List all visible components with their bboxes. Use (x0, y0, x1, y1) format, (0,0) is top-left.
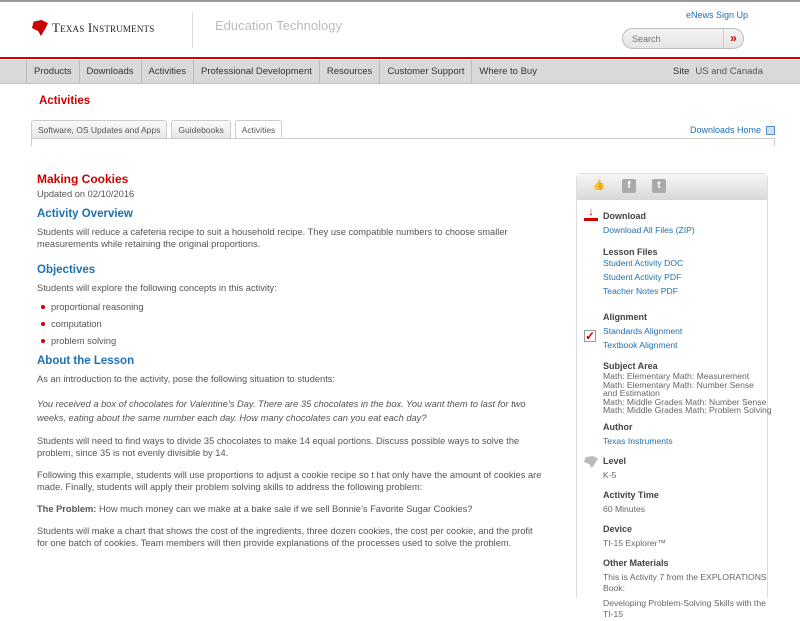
materials-text: Developing Problem-Solving Skills with the TI-15 (603, 597, 766, 619)
ti-logo[interactable] (32, 20, 154, 36)
main-content (37, 172, 542, 559)
header-divider (192, 12, 193, 48)
tab-activities[interactable]: Activities (235, 120, 283, 139)
level-heading: Level (603, 455, 627, 466)
page-heading: Activities (39, 95, 91, 107)
overview-text: Students will reduce a cafeteria recipe to suit a household recipe. They use compatible numbers to choose smaller measurements while retaining the original proportions. (37, 227, 508, 249)
site-value: US and Canada (695, 66, 763, 77)
about-heading: About the Lesson (37, 355, 135, 367)
scenario-text: You received a box of chocolates for Valentine’s Day. There are 35 chocolates in the box. You want them to last for two weeks, eating about the same number each day. How many chocolates can you eat each day? (37, 399, 526, 423)
activity-time-value: 60 Minutes (603, 503, 646, 514)
subject-item: Math: Middle Grades Math: Number Sense (603, 396, 767, 407)
about-intro: As an introduction to the activity, pose the following situation to students: (37, 374, 336, 384)
downloads-home-label: Downloads Home (690, 125, 762, 135)
twitter-icon[interactable]: t (652, 179, 666, 193)
about-paragraph: Students will make a chart that shows the cost of the ingredients, three dozen cookies, the cost per cookie, and the profit for one batch of cookies. Team members will then provide explanations of the processes used to solve the problem. (37, 526, 533, 548)
author-link[interactable]: Texas Instruments (603, 435, 673, 446)
overview-heading: Activity Overview (37, 208, 133, 220)
subject-list (603, 371, 772, 415)
tab-guidebooks[interactable]: Guidebooks (171, 120, 230, 138)
facebook-icon[interactable]: f (622, 179, 636, 193)
like-icon[interactable]: 👍 (592, 180, 606, 191)
download-heading: Download (603, 211, 646, 221)
objectives-heading: Objectives (37, 264, 96, 276)
nav-customer-support[interactable]: Customer Support (380, 60, 472, 83)
other-materials-heading: Other Materials (603, 557, 669, 568)
brand-name: Texas Instruments (52, 20, 155, 35)
materials-text: This is Activity 7 from the EXPLORATIONS Book: (603, 571, 767, 593)
tab-divider-right (774, 138, 775, 146)
sidebar (576, 173, 772, 619)
tab-software[interactable]: Software, OS Updates and Apps (31, 120, 167, 138)
nav-professional-development[interactable]: Professional Development (194, 60, 320, 83)
about-paragraph: Following this example, students will use proportions to adjust a cookie recipe so t hat only have the amount of cookies are made. Finally, students will apply their problem solving skills to address the following problem: (37, 470, 542, 492)
student-activity-doc-link[interactable]: Student Activity DOC (603, 258, 684, 268)
problem-text: How much money can we make at a bake sale if we sell Bonnie’s Favorite Sugar Cookies? (96, 504, 473, 514)
tab-divider (31, 138, 775, 139)
device-heading: Device (603, 523, 633, 534)
search-go-button[interactable]: » (723, 29, 743, 48)
objectives-intro: Students will explore the following concepts in this activity: (37, 283, 277, 293)
top-border (0, 0, 800, 2)
site-selector[interactable] (673, 66, 763, 77)
student-activity-pdf-link[interactable]: Student Activity PDF (603, 272, 682, 282)
standards-alignment-link[interactable]: Standards Alignment (603, 326, 683, 336)
section-title: Education Technology (215, 18, 342, 33)
nav-products[interactable]: Products (26, 60, 80, 83)
home-icon (766, 126, 775, 135)
search-input[interactable] (623, 29, 723, 48)
ti-logo-icon (32, 20, 48, 36)
ti-author-icon (584, 456, 598, 468)
textbook-alignment-link[interactable]: Textbook Alignment (603, 340, 678, 350)
downloads-home-link[interactable] (690, 125, 775, 135)
lesson-files-heading: Lesson Files (603, 247, 658, 257)
level-value: K-5 (603, 469, 617, 480)
enews-signup-link[interactable]: eNews Sign Up (686, 10, 749, 20)
download-all-link[interactable]: Download All Files (ZIP) (603, 225, 695, 235)
checkbox-icon: ✓ (585, 329, 596, 343)
objectives-list (37, 301, 542, 347)
social-bar (577, 174, 767, 200)
subject-item: Math: Elementary Math: Measurement (603, 371, 750, 381)
teacher-notes-pdf-link[interactable]: Teacher Notes PDF (603, 286, 678, 296)
subject-item: Math: Elementary Math: Number Sense and Estimation (603, 379, 754, 398)
nav-downloads[interactable]: Downloads (80, 60, 142, 83)
about-paragraph: Students will need to find ways to divide 35 chocolates to make 14 equal portions. Discuss possible ways to solve the problem, since 35 is not evenly divisible by 14. (37, 436, 520, 458)
problem-paragraph (37, 503, 542, 515)
updated-date: Updated on 02/10/2016 (37, 189, 135, 199)
nav-activities[interactable]: Activities (142, 60, 194, 83)
subject-item: Math: Middle Grades Math: Problem Solving (603, 405, 772, 415)
nav-where-to-buy[interactable]: Where to Buy (479, 66, 537, 77)
red-divider (0, 57, 800, 59)
activity-title: Making Cookies (37, 172, 129, 186)
activity-time-heading: Activity Time (603, 489, 659, 500)
list-item: proportional reasoning (37, 301, 542, 313)
device-value: TI-15 Explorer™ (603, 537, 667, 548)
subject-area-heading: Subject Area (603, 361, 658, 371)
list-item: problem solving (37, 335, 542, 347)
list-item: computation (37, 318, 542, 330)
tab-divider-left (31, 138, 32, 146)
alignment-heading: Alignment (603, 312, 647, 322)
author-heading: Author (603, 421, 633, 432)
tab-bar (31, 120, 282, 139)
download-icon: ↓ (584, 208, 598, 221)
site-label: Site (673, 66, 690, 77)
nav-resources[interactable]: Resources (320, 60, 380, 83)
problem-label: The Problem: (37, 504, 97, 514)
search-box (622, 28, 744, 49)
